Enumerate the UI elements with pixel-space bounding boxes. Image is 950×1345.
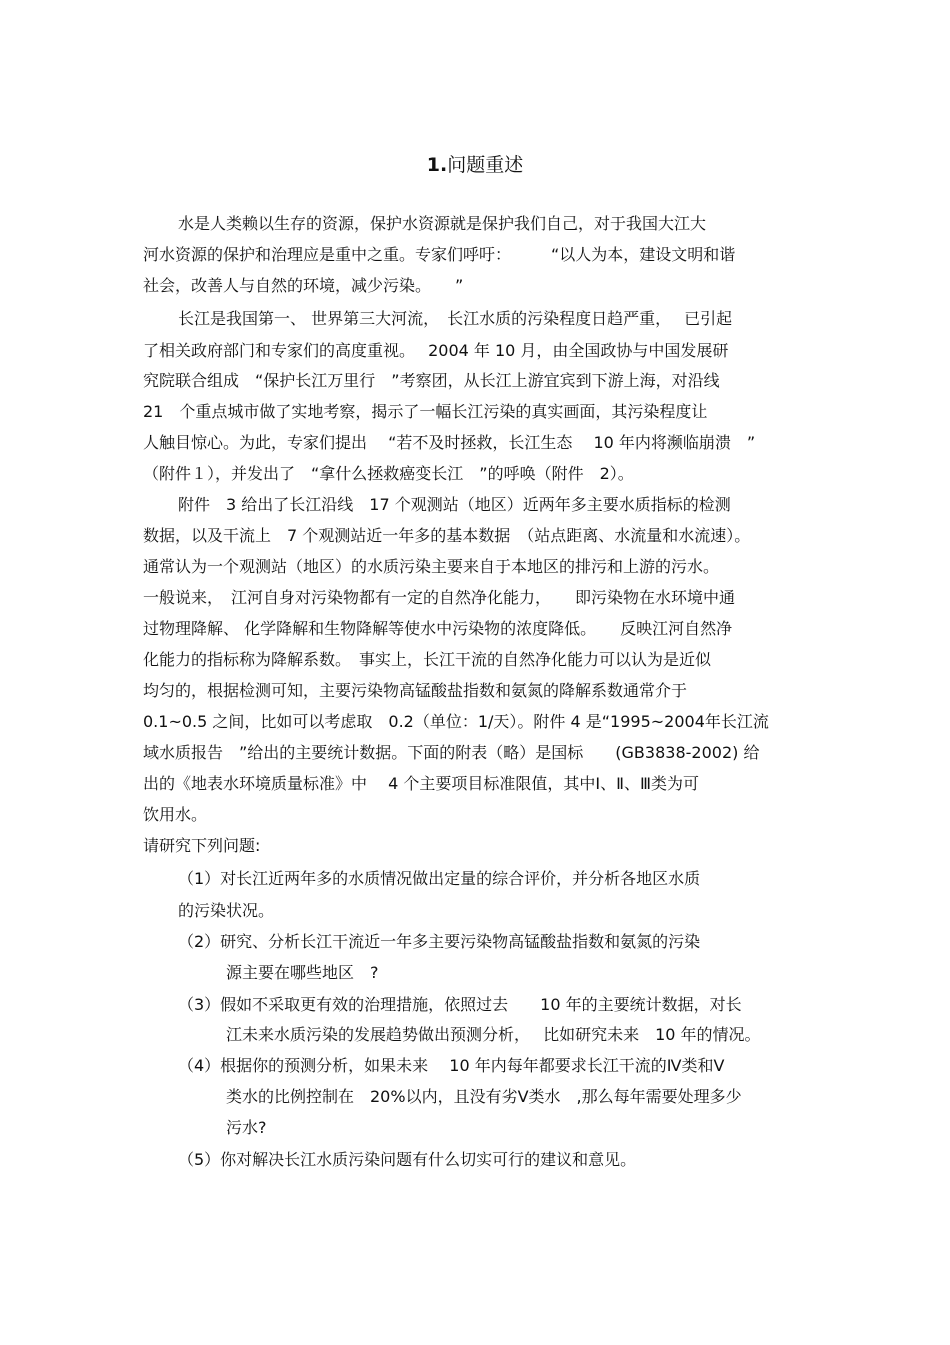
question-item-4-cont: 类水的比例控制在 20%以内，且没有劣Ⅴ类水 ,那么每年需要处理多少: [226, 1087, 742, 1106]
paragraph-line: 0.1~0.5 之间，比如可以考虑取 0.2（单位：1/天）。附件 4 是“1995~2004年长江流: [143, 712, 769, 731]
paragraph-line: 人触目惊心。为此，专家们提出 “若不及时拯救，长江生态 10 年内将濒临崩溃 ”: [143, 433, 756, 452]
paragraph-line: 过物理降解、 化学降解和生物降解等使水中污染物的浓度降低。 反映江河自然净: [143, 619, 733, 638]
question-item-1-cont: 的污染状况。: [178, 901, 275, 920]
paragraph-line: 通常认为一个观测站（地区）的水质污染主要来自于本地区的排污和上游的污水。: [143, 557, 720, 576]
paragraph-line: 一般说来， 江河自身对污染物都有一定的自然净化能力， 即污染物在水环境中通: [143, 588, 736, 607]
paragraph-line: 了相关政府部门和专家们的高度重视。 2004 年 10 月，由全国政协与中国发展研: [143, 341, 729, 360]
question-item-3-cont: 江未来水质污染的发展趋势做出预测分析， 比如研究未来 10 年的情况。: [226, 1025, 761, 1044]
paragraph-line: 出的《地表水环境质量标准》中 4 个主要项目标准限值，其中Ⅰ、Ⅱ、Ⅲ类为可: [143, 774, 699, 793]
paragraph-line: 水是人类赖以生存的资源，保护水资源就是保护我们自己，对于我国大江大: [178, 214, 707, 233]
question-item-5: （5）你对解决长江水质污染问题有什么切实可行的建议和意见。: [178, 1150, 637, 1169]
paragraph-line: 数据，以及干流上 7 个观测站近一年多的基本数据 （站点距离、水流量和水流速）。: [143, 526, 751, 545]
section-number: 1.: [426, 154, 448, 176]
paragraph-line: 化能力的指标称为降解系数。 事实上，长江干流的自然净化能力可以认为是近似: [143, 650, 712, 669]
question-item-3: （3）假如不采取更有效的治理措施，依照过去 10 年的主要统计数据，对长: [178, 995, 742, 1014]
paragraph-line: 究院联合组成 “保护长江万里行 ”考察团，从长江上游宜宾到下游上海，对沿线: [143, 371, 720, 390]
questions-intro: 请研究下列问题:: [143, 836, 261, 855]
paragraph-line: （附件１），并发出了 “拿什么拯救癌变长江 ”的呼唤（附件 2）。: [143, 464, 634, 483]
paragraph-line: 社会，改善人与自然的环境，减少污染。 ”: [143, 276, 464, 295]
paragraph-line: 饮用水。: [143, 805, 208, 824]
question-item-4: （4）根据你的预测分析，如果未来 10 年内每年都要求长江干流的Ⅳ类和Ⅴ: [178, 1056, 725, 1075]
paragraph-line: 域水质报告 ”给出的主要统计数据。下面的附表（略）是国标 (GB3838-2002) 给: [143, 743, 760, 762]
question-item-1: （1）对长江近两年多的水质情况做出定量的综合评价，并分析各地区水质: [178, 869, 701, 888]
question-item-2-cont: 源主要在哪些地区 ?: [226, 963, 379, 982]
section-title: [0, 152, 950, 178]
paragraph-line: 长江是我国第一、 世界第三大河流， 长江水质的污染程度日趋严重， 已引起: [178, 309, 733, 328]
paragraph-line: 均匀的，根据检测可知，主要污染物高锰酸盐指数和氨氮的降解系数通常介于: [143, 681, 688, 700]
question-item-4-cont: 污水?: [226, 1118, 267, 1137]
section-title-text: 问题重述: [447, 154, 524, 176]
paragraph-line: 附件 3 给出了长江沿线 17 个观测站（地区）近两年多主要水质指标的检测: [178, 495, 731, 514]
paragraph-line: 河水资源的保护和治理应是重中之重。专家们呼吁： “以人为本，建设文明和谐: [143, 245, 736, 264]
question-item-2: （2）研究、分析长江干流近一年多主要污染物高锰酸盐指数和氨氮的污染: [178, 932, 701, 951]
paragraph-line: 21 个重点城市做了实地考察，揭示了一幅长江污染的真实画面，其污染程度让: [143, 402, 708, 421]
